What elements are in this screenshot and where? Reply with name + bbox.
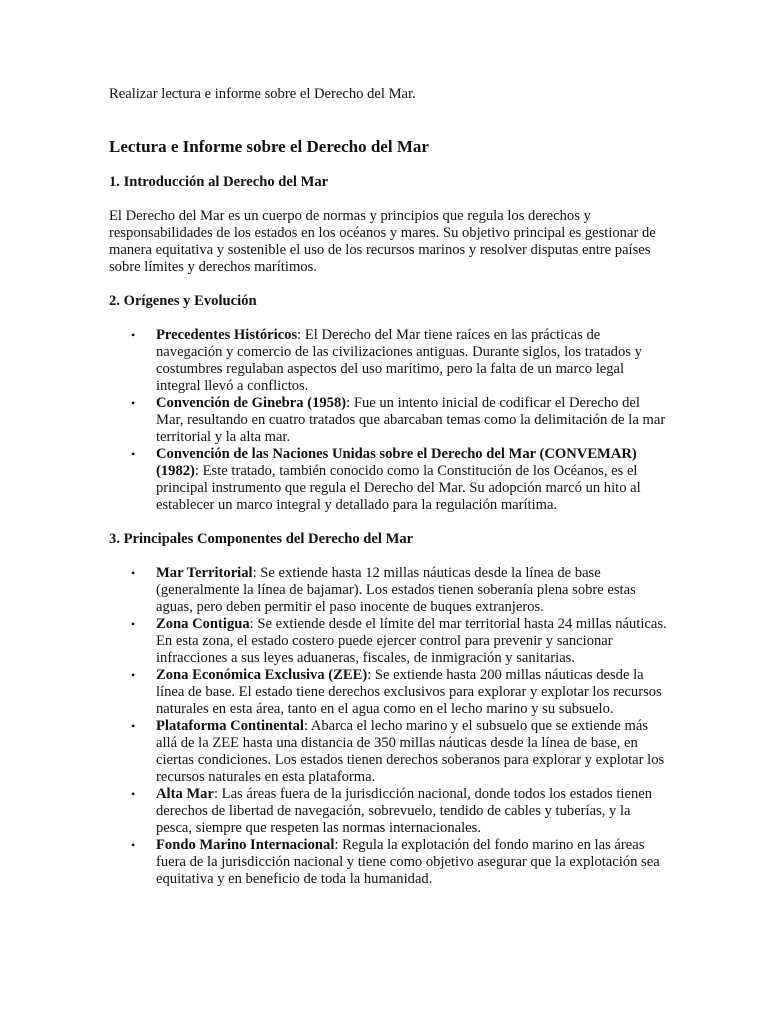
- list-item-term: Zona Contigua: [156, 616, 250, 632]
- bullet-icon: •: [131, 447, 136, 461]
- bullet-list-origenes: [109, 327, 669, 514]
- list-item: [109, 327, 669, 395]
- list-item-term: Convención de las Naciones Unidas sobre el Derecho del Mar (CONVEMAR) (1982): [156, 446, 637, 479]
- bullet-icon: •: [131, 328, 136, 342]
- list-item-term: Zona Económica Exclusiva (ZEE): [156, 667, 368, 683]
- list-item: [109, 395, 669, 446]
- list-item: [109, 446, 669, 514]
- list-item-text: : Las áreas fuera de la jurisdicción nacional, donde todos los estados tienen derechos de libertad de navegación, sobrevuelo, tendido de cables y tuberías, y la pesca, siempre que respeten las normas internacionales.: [156, 786, 653, 836]
- list-item-term: Precedentes Históricos: [156, 327, 298, 343]
- list-item-text: : Este tratado, también conocido como la Constitución de los Océanos, es el principal instrumento que regula el Derecho del Mar. Su adopción marcó un hito al establecer un marco integral y detallado para la regulación marítima.: [156, 463, 641, 513]
- list-item: [109, 616, 669, 667]
- list-item: [109, 786, 669, 837]
- list-item-term: Alta Mar: [156, 786, 214, 802]
- section-heading-componentes: 3. Principales Componentes del Derecho del Mar: [109, 531, 414, 547]
- list-item-text: : Se extiende desde el límite del mar territorial hasta 24 millas náuticas. En esta zona, el estado costero puede ejercer control para prevenir y sancionar infracciones a sus leyes aduaneras, fiscales, de inmigración y sanitarias.: [156, 616, 667, 666]
- list-item-term: Plataforma Continental: [156, 718, 304, 734]
- list-item-text: : Se extiende hasta 12 millas náuticas desde la línea de base (generalmente la línea de bajamar). Los estados tienen soberanía plena sobre estas aguas, pero deben permitir el paso inocente de buques extranjeros.: [156, 565, 636, 615]
- document-title: Lectura e Informe sobre el Derecho del Mar: [109, 137, 429, 156]
- list-item-text: : El Derecho del Mar tiene raíces en las prácticas de navegación y comercio de las civilizaciones antiguas. Durante siglos, los tratados y costumbres regulaban aspectos del uso marítimo, pero la falta de un marco legal integral llevó a conflictos.: [156, 327, 642, 394]
- list-item-text: : Abarca el lecho marino y el subsuelo que se extiende más allá de la ZEE hasta una distancia de 350 millas náuticas desde la línea de base, en ciertas condiciones. Los estados tienen derechos soberanos para explorar y explotar los recursos naturales en esta plataforma.: [156, 718, 665, 785]
- bullet-list-componentes: [109, 565, 669, 888]
- bullet-icon: •: [131, 396, 136, 410]
- list-item-term: Convención de Ginebra (1958): [156, 395, 347, 411]
- document-page: [109, 86, 669, 905]
- bullet-icon: •: [131, 617, 136, 631]
- intro-line: Realizar lectura e informe sobre el Derecho del Mar.: [109, 86, 416, 102]
- list-item: [109, 667, 669, 718]
- bullet-icon: •: [131, 719, 136, 733]
- list-item-text: : Se extiende hasta 200 millas náuticas desde la línea de base. El estado tiene derechos exclusivos para explorar y explotar los recursos naturales en esta área, tanto en el agua como en el lecho marino y su subsuelo.: [156, 667, 662, 717]
- list-item: [109, 565, 669, 616]
- list-item: [109, 718, 669, 786]
- section-heading-origenes: 2. Orígenes y Evolución: [109, 293, 257, 309]
- list-item: [109, 837, 669, 888]
- bullet-icon: •: [131, 838, 136, 852]
- section-heading-introduccion: 1. Introducción al Derecho del Mar: [109, 174, 329, 190]
- list-item-term: Mar Territorial: [156, 565, 253, 581]
- list-item-term: Fondo Marino Internacional: [156, 837, 335, 853]
- bullet-icon: •: [131, 787, 136, 801]
- section-paragraph-introduccion: El Derecho del Mar es un cuerpo de normas y principios que regula los derechos y responsabilidades de los estados en los océanos y mares. Su objetivo principal es gestionar de manera equitativa y sostenible el uso de los recursos marinos y resolver disputas entre países sobre límites y derechos marítimos.: [109, 208, 656, 275]
- list-item-text: : Fue un intento inicial de codificar el Derecho del Mar, resultando en cuatro tratados que abarcaban temas como la delimitación de la mar territorial y la alta mar.: [156, 395, 666, 445]
- bullet-icon: •: [131, 566, 136, 580]
- list-item-text: : Regula la explotación del fondo marino en las áreas fuera de la jurisdicción nacional y tiene como objetivo asegurar que la explotación sea equitativa y en beneficio de toda la humanidad.: [156, 837, 660, 887]
- bullet-icon: •: [131, 668, 136, 682]
